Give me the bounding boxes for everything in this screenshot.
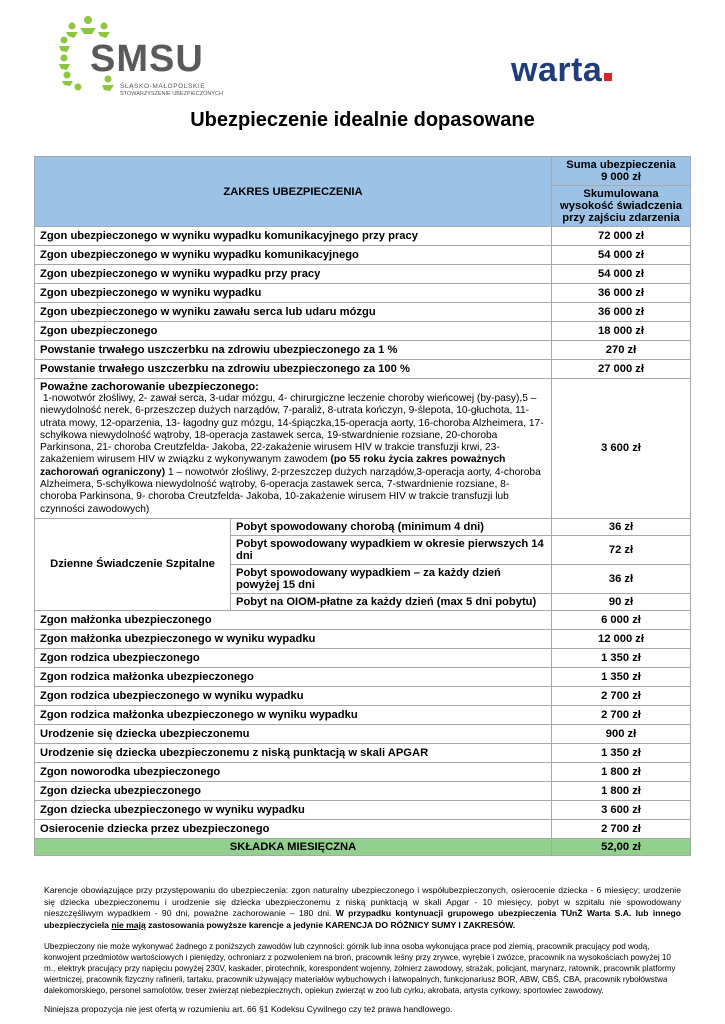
row-amount: 1 800 zł [552, 781, 691, 800]
row-amount: 1 350 zł [552, 743, 691, 762]
serious-illness-detail [40, 393, 546, 516]
smsu-subtitle-2: STOWARZYSZENIE UBEZPIECZONYCH [120, 91, 223, 97]
note-waiting-bold-a: W przypadku kontynuacji grupowego ubezpieczenia TUnŻ Warta S.A. lub innego ubezpieczyciela [44, 908, 681, 930]
coverage-row [35, 246, 691, 265]
scope-header: ZAKRES UBEZPIECZENIA [35, 157, 552, 227]
row-label: Powstanie trwałego uszczerbku na zdrowiu ubezpieczonego za 100 % [35, 360, 552, 379]
benefit-header: Skumulowana wysokość świadczenia przy zajściu zdarzenia [552, 186, 691, 227]
coverage-row [35, 360, 691, 379]
hospital-item-label: Pobyt na OIOM-płatne za każdy dzień (max 5 dni pobytu) [231, 593, 552, 610]
hospital-item-amount: 36 zł [552, 518, 691, 535]
coverage-row [35, 800, 691, 819]
coverage-row [35, 303, 691, 322]
row-label: Zgon ubezpieczonego w wyniku wypadku komunikacyjnego przy pracy [35, 227, 552, 246]
row-amount: 1 800 zł [552, 762, 691, 781]
hospital-item-label: Pobyt spowodowany wypadkiem – za każdy dzień powyżej 15 dni [231, 564, 552, 593]
row-amount: 6 000 zł [552, 610, 691, 629]
row-amount: 72 000 zł [552, 227, 691, 246]
row-label: Zgon ubezpieczonego w wyniku wypadku komunikacyjnego [35, 246, 552, 265]
hospital-item-label: Pobyt spowodowany wypadkiem w okresie pierwszych 14 dni [231, 535, 552, 564]
hospital-row [35, 518, 691, 535]
row-amount: 2 700 zł [552, 819, 691, 838]
row-label: Urodzenie się dziecka ubezpieczonemu z niską punktacją w skali APGAR [35, 743, 552, 762]
row-label: Urodzenie się dziecka ubezpieczonemu [35, 724, 552, 743]
coverage-row [35, 322, 691, 341]
row-amount: 2 700 zł [552, 686, 691, 705]
row-amount: 54 000 zł [552, 265, 691, 284]
row-label: Zgon rodzica ubezpieczonego w wyniku wypadku [35, 686, 552, 705]
warta-dot-icon [604, 73, 612, 81]
monthly-premium-amount: 52,00 zł [552, 838, 691, 855]
note-excluded-professions [44, 941, 681, 996]
row-label: Zgon rodzica ubezpieczonego [35, 648, 552, 667]
row-label: Powstanie trwałego uszczerbku na zdrowiu ubezpieczonego za 1 % [35, 341, 552, 360]
smsu-brand: SMSU [90, 38, 204, 80]
row-amount: 270 zł [552, 341, 691, 360]
serious-illness-text-1: 1-nowotwór złośliwy, 2- zawał serca, 3-udar mózgu, 4- chirurgiczne leczenie choroby wieńcowej (by-pasy),5 – niewydolność nerek, 6-przeszczep dużych narządów, 7-paraliż, 8-utrata kończyn, 9-ślepota, 10-głuchota, 11-utrata mowy, 12-oparzenia, 13- łagodny guz mózgu, 14-śpiączka,15-operacja aorty, 16-choroba Alzheimera, 17- schyłkowa niewydolność wątroby, 18-operacja zastawek serca, 19-stwardnienie rozsiane, 20-choroba Parkinsona, 21- choroba Creutzfelda- Jakoba, 22-zakażenie wirusem HIV w trakcie transfuzji krwi, 23-zakażeniem wirusem HIV w związku z wykonywanym zawodem [40, 393, 544, 466]
hospital-item-amount: 90 zł [552, 593, 691, 610]
smsu-logo [58, 14, 223, 100]
coverage-row [35, 265, 691, 284]
row-amount: 27 000 zł [552, 360, 691, 379]
smsu-subtitle-1: ŚLĄSKO-MAŁOPOLSKIE [120, 83, 206, 90]
warta-brand: warta [511, 51, 603, 89]
note-disclaimer-text: Niniejsza propozycja nie jest ofertą w rozumieniu art. 66 §1 Kodeksu Cywilnego czy też prawa handlowego. [44, 1004, 453, 1014]
serious-illness-text-2: 1 – nowotwór złośliwy, 2-przeszczep dużych narządów,3-operacja aorty, 4-choroba Alzheimera, 5-schyłkowa niewydolność wątroby, 6-operacja zastawek serca, 7-stwardnienie rozsiane, 8-choroba Parkinsona, 9- choroba Creutzfelda- Jakoba, 10-zakażenie wirusem HIV w trakcie transfuzji lub czynności zawodowych) [40, 466, 541, 515]
serious-illness-title: Poważne zachorowanie ubezpieczonego: [40, 381, 259, 393]
row-amount: 900 zł [552, 724, 691, 743]
note-waiting-bold-b: zastosowania powyższe karencje a jedynie KARENCJA DO RÓŻNICY SUMY I ZAKRESÓW. [148, 919, 516, 930]
note-excluded-text: Ubezpieczony nie może wykonywać żadnego z poniższych zawodów lub czynności: górnik lub inna osoba wykonująca prace pod ziemią, pracownik pracujący pod wodą, konwojent przedmiotów wartościowych i pieniędzy, ochroniarz z pozwoleniem na broń, pracownik leśny przy zrywce, wyrębie i zwózce, pracownik na wysokościach powyżej 10 m., elektryk pracujący przy napięciu powyżej 230V, kaskader, pirotechnik, korespondent wojenny, żołnierz zawodowy, strażak, policjant, marynarz, ratownik, pracownik platformy wiertniczej, pracownik fizyczny rafinerii, tartaku, pracownik używający materiałów wybuchowych i łatwopalnych, funkcjonariusz BOR, ABW, CBŚ, CBA, pracownik rybołówstwa dalekomorskiego, personel samolotów, treser zwierząt niebezpiecznych, opiekun zwierząt w zoo lub cyrku, akrobata, artysta cyrkowy, sportowiec zawodowy. [44, 942, 676, 995]
row-label: Zgon ubezpieczonego w wyniku wypadku [35, 284, 552, 303]
coverage-row [35, 762, 691, 781]
coverage-row [35, 341, 691, 360]
coverage-row [35, 227, 691, 246]
hospital-item-label: Pobyt spowodowany chorobą (minimum 4 dni) [231, 518, 552, 535]
monthly-premium-row [35, 838, 691, 855]
coverage-row [35, 610, 691, 629]
row-amount: 1 350 zł [552, 667, 691, 686]
serious-illness-bold: (po 55 roku życia zakres poważnych zachorowań ograniczony) [40, 454, 506, 478]
coverage-row [35, 819, 691, 838]
row-label: Zgon dziecka ubezpieczonego w wyniku wypadku [35, 800, 552, 819]
coverage-row [35, 629, 691, 648]
header-row-1 [35, 157, 691, 186]
row-label: Zgon noworodka ubezpieczonego [35, 762, 552, 781]
note-waiting-text: Karencje obowiązujące przy przystępowaniu do ubezpieczenia: zgon naturalny ubezpieczonego i współubezpieczonych, osierocenie dziecka - 6 miesięcy; urodzenie się dziecka ubezpieczonemu i urodzenie się dziecka ubezpieczonemu z niską punktacją w skali Apgar - 10 miesięcy, pobyt w szpitalu nie spowodowany nieszczęśliwym wypadkiem - 90 dni, poważne zachorowanie – 180 dni. [44, 885, 681, 918]
coverage-row [35, 743, 691, 762]
coverage-row [35, 686, 691, 705]
serious-illness-cell [35, 379, 552, 519]
monthly-premium-label: SKŁADKA MIESIĘCZNA [35, 838, 552, 855]
note-disclaimer [44, 1004, 681, 1016]
coverage-table [34, 156, 691, 856]
row-label: Zgon małżonka ubezpieczonego [35, 610, 552, 629]
hospital-label: Dzienne Świadczenie Szpitalne [35, 518, 231, 610]
serious-illness-row [35, 379, 691, 519]
row-amount: 54 000 zł [552, 246, 691, 265]
warta-logo [511, 53, 612, 87]
serious-illness-amount: 3 600 zł [552, 379, 691, 519]
row-label: Zgon dziecka ubezpieczonego [35, 781, 552, 800]
coverage-row [35, 648, 691, 667]
sum-header-value: 9 000 zł [601, 171, 641, 183]
row-amount: 12 000 zł [552, 629, 691, 648]
coverage-row [35, 284, 691, 303]
page-title: Ubezpieczenie idealnie dopasowane [190, 109, 535, 131]
note-waiting-bold-underline: nie mają [111, 919, 146, 930]
row-amount: 1 350 zł [552, 648, 691, 667]
note-waiting-periods [44, 885, 681, 931]
row-label: Zgon ubezpieczonego w wyniku zawału serca lub udaru mózgu [35, 303, 552, 322]
row-amount: 36 000 zł [552, 284, 691, 303]
row-amount: 3 600 zł [552, 800, 691, 819]
hospital-item-amount: 36 zł [552, 564, 691, 593]
coverage-row [35, 724, 691, 743]
row-label: Osierocenie dziecka przez ubezpieczonego [35, 819, 552, 838]
row-label: Zgon rodzica małżonka ubezpieczonego [35, 667, 552, 686]
hospital-item-amount: 72 zł [552, 535, 691, 564]
coverage-row [35, 705, 691, 724]
coverage-row [35, 781, 691, 800]
row-amount: 36 000 zł [552, 303, 691, 322]
row-amount: 18 000 zł [552, 322, 691, 341]
coverage-row [35, 667, 691, 686]
row-label: Zgon rodzica małżonka ubezpieczonego w wyniku wypadku [35, 705, 552, 724]
sum-header [552, 157, 691, 186]
row-label: Zgon ubezpieczonego [35, 322, 552, 341]
sum-header-label: Suma ubezpieczenia [566, 159, 676, 171]
row-label: Zgon ubezpieczonego w wyniku wypadku przy pracy [35, 265, 552, 284]
row-label: Zgon małżonka ubezpieczonego w wyniku wypadku [35, 629, 552, 648]
row-amount: 2 700 zł [552, 705, 691, 724]
